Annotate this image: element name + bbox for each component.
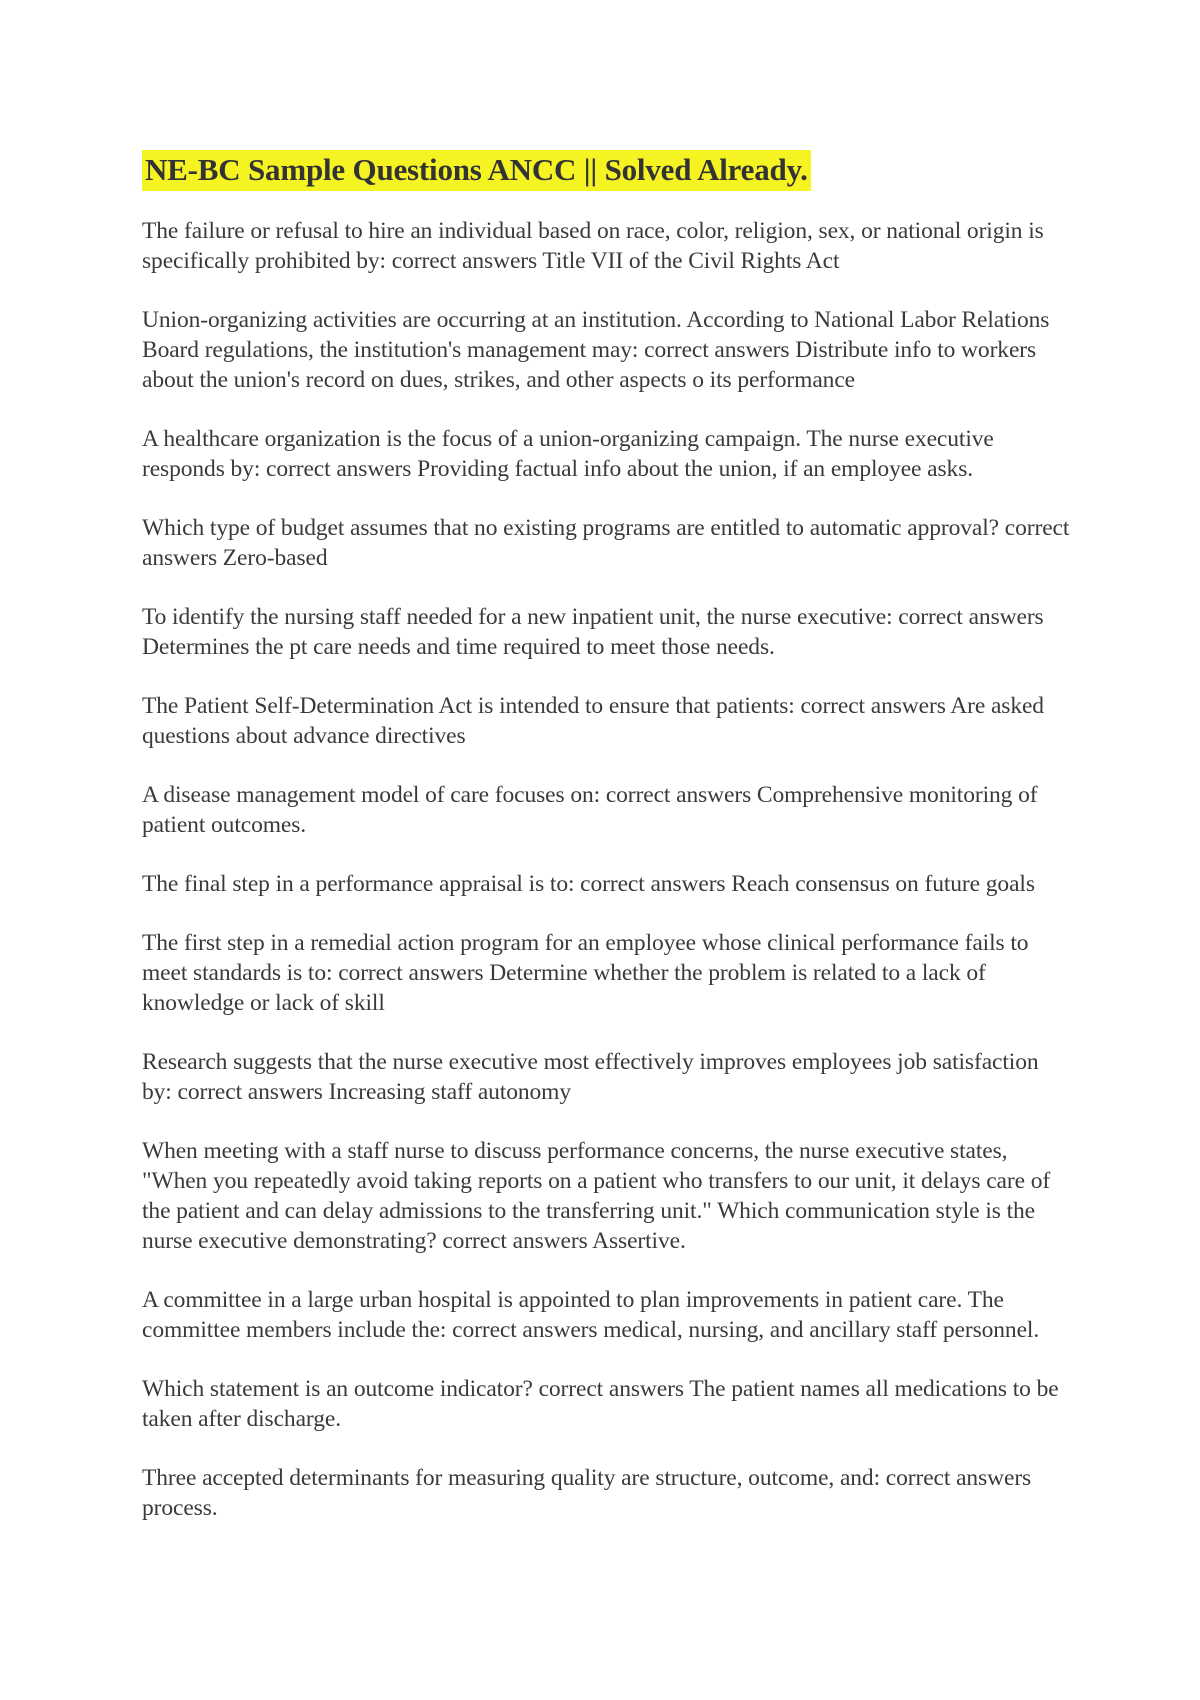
qa-item: Which type of budget assumes that no existing programs are entitled to automatic approval? correct answers Zero-based (142, 515, 1070, 571)
qa-item: A disease management model of care focuses on: correct answers Comprehensive monitoring of patient outcomes. (142, 782, 1038, 838)
qa-item: Union-organizing activities are occurring at an institution. According to National Labor Relations Board regulations, the institution's management may: correct answers Distribute info to workers about the union's record on dues, strikes, and other aspects o its performance (142, 307, 1050, 393)
qa-item: When meeting with a staff nurse to discuss performance concerns, the nurse executive states, "When you repeatedly avoid taking reports on a patient who transfers to our unit, it delays care of the patient and can delay admissions to the transferring unit." Which communication style is the nurse executive demonstrating? correct answers Assertive. (142, 1138, 1051, 1254)
qa-item: The first step in a remedial action program for an employee whose clinical performance fails to meet standards is to: correct answers Determine whether the problem is related to a lack of knowledge or lack of skill (142, 930, 1029, 1016)
document-page (142, 152, 1072, 1552)
qa-item: A healthcare organization is the focus of a union-organizing campaign. The nurse executive responds by: correct answers Providing factual info about the union, if an employee asks. (142, 426, 994, 482)
qa-item: The failure or refusal to hire an individual based on race, color, religion, sex, or national origin is specifically prohibited by: correct answers Title VII of the Civil Rights Act (142, 218, 1044, 274)
qa-item: Which statement is an outcome indicator? correct answers The patient names all medications to be taken after discharge. (142, 1376, 1059, 1432)
qa-item: The Patient Self-Determination Act is intended to ensure that patients: correct answers Are asked questions about advance directives (142, 693, 1044, 749)
qa-item: Research suggests that the nurse executive most effectively improves employees job satisfaction by: correct answers Increasing staff autonomy (142, 1049, 1039, 1105)
qa-item: The final step in a performance appraisal is to: correct answers Reach consensus on future goals (142, 871, 1035, 897)
qa-item: A committee in a large urban hospital is appointed to plan improvements in patient care. The committee members include the: correct answers medical, nursing, and ancillary staff personnel. (142, 1287, 1040, 1343)
qa-item: To identify the nursing staff needed for a new inpatient unit, the nurse executive: correct answers Determines the pt care needs and time required to meet those needs. (142, 604, 1044, 660)
title-block (142, 152, 1072, 188)
document-title: NE-BC Sample Questions ANCC || Solved Already. (142, 150, 811, 191)
qa-item: Three accepted determinants for measuring quality are structure, outcome, and: correct answers process. (142, 1465, 1032, 1521)
